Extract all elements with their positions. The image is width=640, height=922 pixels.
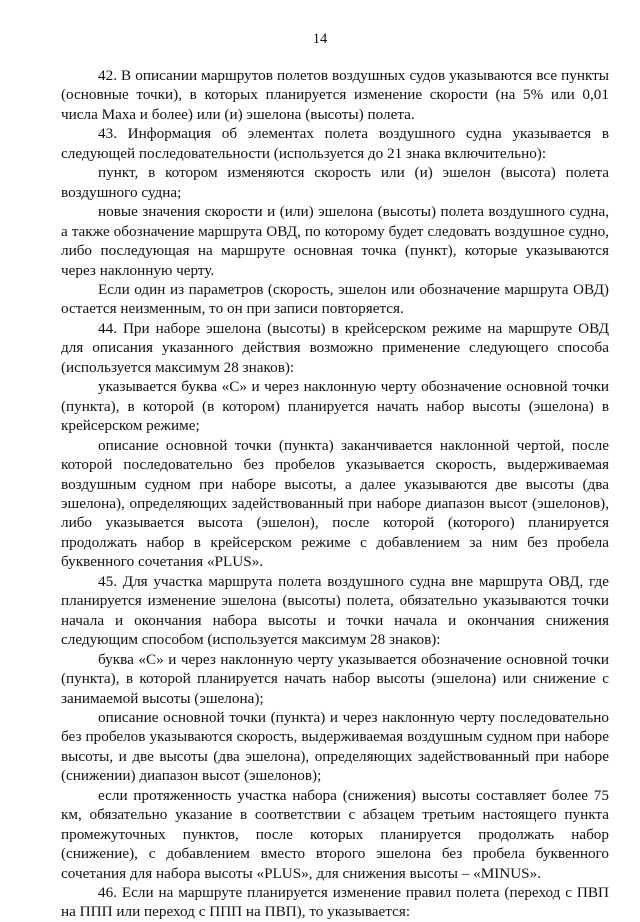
paragraph-43: 43. Информация об элементах полета воздушного судна указывается в следующей последовательности (используется до 21 знака включительно):: [61, 125, 609, 162]
paragraph-43-item-2: новые значения скорости и (или) эшелона (высоты) полета воздушного судна, а также обозначение маршрута ОВД, по которому будет следовать воздушное судно, либо последующая на маршруте основная точка (пункт), которые указываются через наклонную черту.: [61, 203, 609, 279]
paragraph-45-item-3: если протяженность участка набора (снижения) высоты составляет более 75 км, обязательно указание в соответствии с абзацем третьим настоящего пункта промежуточных пунктов, после которых планируется продолжать набор (снижение), с добавлением вместо второго эшелона без пробела буквенного сочетания для набора высоты «PLUS», для снижения высоты – «MINUS».: [61, 786, 609, 882]
paragraph-43-item-1: пункт, в котором изменяются скорость или (и) эшелон (высота) полета воздушного судна;: [61, 164, 609, 201]
paragraph-43-note: Если один из параметров (скорость, эшелон или обозначение маршрута ОВД) остается неизменным, то он при записи повторяется.: [61, 280, 609, 318]
paragraph-45-item-2: описание основной точки (пункта) и через наклонную черту последовательно без пробелов указываются скорость, выдерживаемая воздушным судном при наборе высоты, и две высоты (два эшелона), определяющих задействованный при наборе (снижении) диапазон высот (эшелонов);: [61, 708, 609, 785]
paragraph-45: 45. Для участка маршрута полета воздушного судна вне маршрута ОВД, где планируется изменение эшелона (высоты) полета, обязательно указываются точки начала и окончания набора высоты и точки начала и окончания снижения следующим способом (используется максимум 28 знаков):: [61, 572, 609, 649]
paragraph-44-item-1: указывается буква «С» и через наклонную черту обозначение основной точки (пункта), в которой (в котором) планируется начать набор высоты (эшелона) в крейсерском режиме;: [61, 378, 609, 435]
paragraph-44-item-2: описание основной точки (пункта) заканчивается наклонной чертой, после которой последовательно без пробелов указывается скорость, выдерживаемая воздушным судном при наборе высоты, а далее указываются две высоты (два эшелона), определяющих задействованный при наборе диапазон высот (эшелонов), либо указывается высота (эшелон), после которой (которого) планируется продолжать набор в крейсерском режиме с добавлением за ним без пробела буквенного сочетания «PLUS».: [61, 436, 609, 571]
paragraph-46: 46. Если на маршруте планируется изменение правил полета (переход с ПВП на ППП или переход с ППП на ПВП), то указывается:: [61, 884, 609, 921]
page-number: 14: [312, 31, 328, 47]
document-body: [61, 66, 609, 922]
paragraph-45-item-1: буква «С» и через наклонную черту указывается обозначение основной точки (пункта), в которой планируется начать набор высоты (эшелона) или снижение с занимаемой высоты (эшелона);: [61, 650, 609, 707]
paragraph-44: 44. При наборе эшелона (высоты) в крейсерском режиме на маршруте ОВД для описания указанного действия возможно применение следующего способа (используется максимум 28 знаков):: [61, 319, 609, 376]
paragraph-42: 42. В описании маршрутов полетов воздушных судов указываются все пункты (основные точки), в которых планируется изменение скорости (на 5% или 0,01 числа Маха и более) или (и) эшелона (высоты) полета.: [61, 67, 609, 123]
